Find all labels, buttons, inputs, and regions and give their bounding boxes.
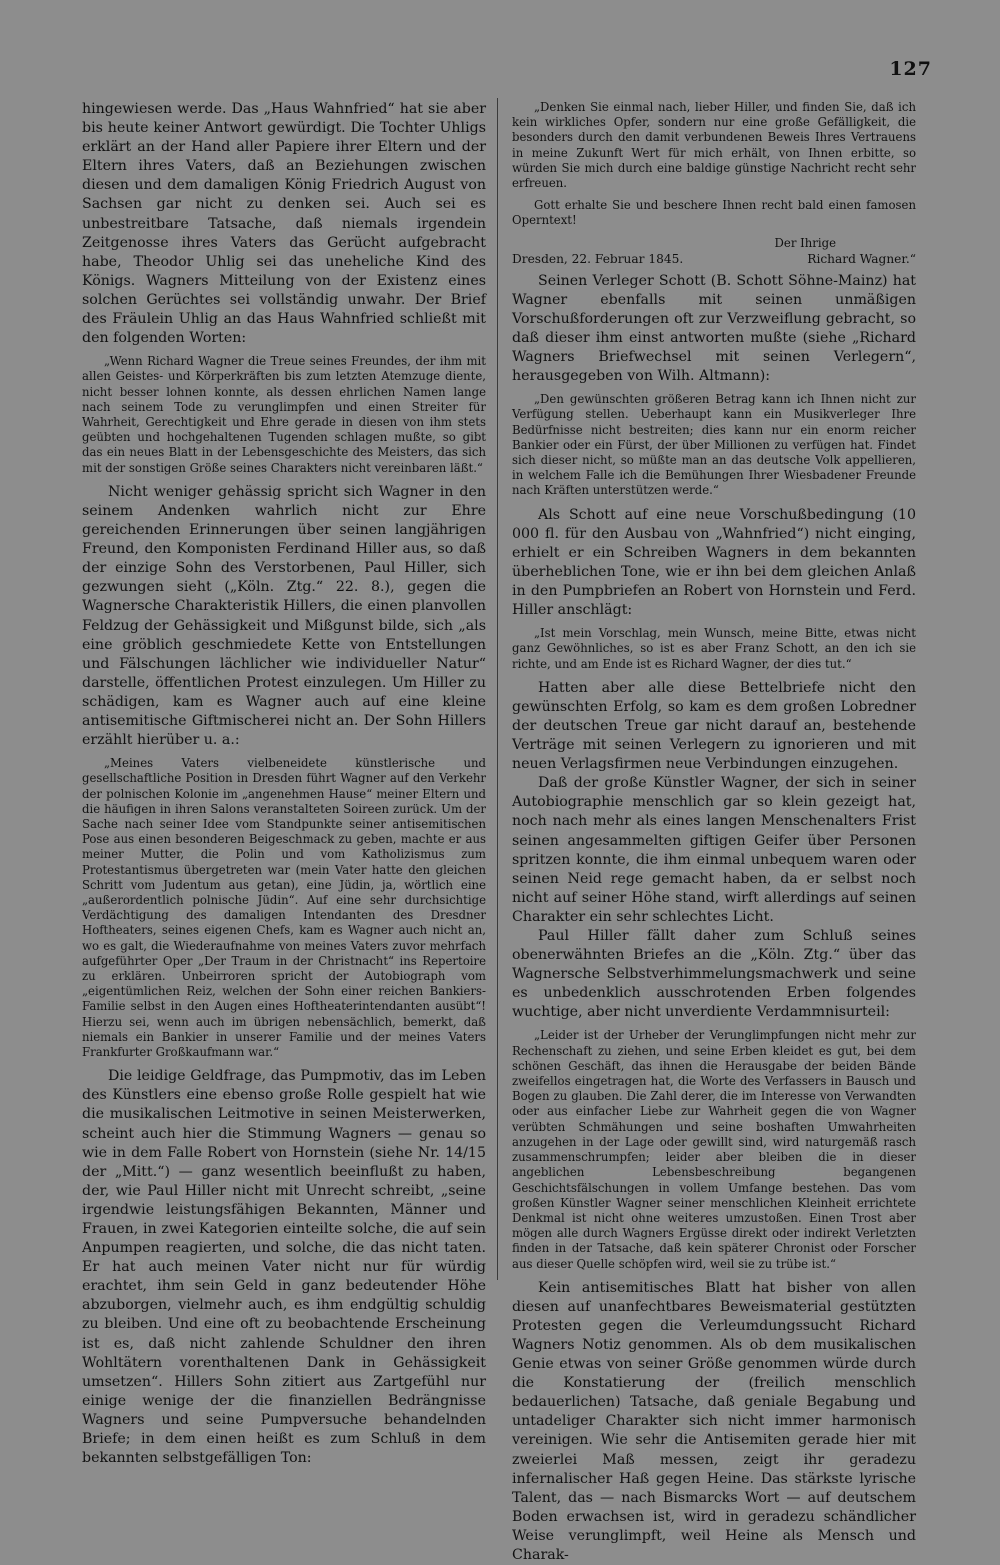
block-quote: Gott erhalte Sie und beschere Ihnen recht bald einen famosen Operntext! bbox=[512, 198, 916, 228]
letter-signature: Der Ihrige bbox=[774, 235, 836, 250]
paragraph: Daß der große Künstler Wagner, der sich in seiner Autobiographie menschlich gar so klein gezeigt hat, noch nach mehr als eines langen Menschenalters Frist seinen angesammelten giftigen Geifer über Personen spritzen konnte, die ihm einmal unbequem waren oder seinen Neid rege gemacht haben, da er selbst noch nicht auf seiner Höhe stand, wirft allerdings auf seinen Charakter ein sehr schlechtes Licht. bbox=[512, 775, 916, 925]
paragraph: Seinen Verleger Schott (B. Schott Söhne-Mainz) hat Wagner ebenfalls mit seinen unmäßigen Vorschußforderungen oft zur Verzweiflung gebracht, so daß dieser ihm einst antworten mußte (siehe „Richard Wagners Briefwechsel mit seinen Verlegern“, herausgegeben von Wilh. Altmann): bbox=[512, 272, 916, 385]
paragraph: Hatten aber alle diese Bettelbriefe nicht den gewünschten Erfolg, so kam es dem großen Lobredner der deutschen Treue gar nicht darauf an, bestehende Verträge mit seinen Verlegern zu ignorieren und mit neuen Verlagsfirmen neue Verbindungen einzugehen. bbox=[512, 679, 916, 773]
block-quote: „Leider ist der Urheber der Verunglimpfungen nicht mehr zur Rechenschaft zu ziehen, und seine Erben kleidet es gut, bei dem schönen Geschäft, das ihnen die Herausgabe der beiden Bände zweifellos eingetragen hat, die Worte des Verfassers in Bausch und Bogen zu glauben. Die Zahl derer, die im Interesse von Verwandten oder aus einfacher Liebe zur Wahrheit gegen die von Wagner verübten Schmähungen und seine boshaften Umwahrheiten anzugehen in der Lage oder gewillt sind, wird naturgemäß rasch zusammenschrumpfen; leider aber bleiben die in dieser angeblichen Lebensbeschreibung begangenen Geschichtsfälschungen in vollem Umfange bestehen. Das vom großen Künstler Wagner seiner menschlichen Kleinheit errichtete Denkmal ist nicht ohne weiteres umzustoßen. Einen Trost aber mögen alle durch Wagners Ergüsse direkt oder indirekt Verletzten finden in der Tatsache, daß kein späterer Chronist oder Forscher aus dieser Quelle schöpfen wird, weil sie zu trübe ist.“ bbox=[512, 1028, 916, 1271]
paragraph: hingewiesen werde. Das „Haus Wahnfried“ hat sie aber bis heute keiner Antwort gewürdigt. Die Tochter Uhligs erklärt an der Hand aller Papiere ihrer Eltern und der Eltern ihres Vaters, daß an Beziehungen zwischen diesen und dem damaligen König Friedrich August von Sachsen gar nicht zu denken sei. Auch sei es unbestreitbare Tatsache, daß niemals irgendein Zeitgenosse ihres Vaters das Gerücht aufgebracht habe, Theodor Uhlig sei das uneheliche Kind des Königs. Wagners Mitteilung von der Existenz eines solchen Gerüchtes sei vollständig unwahr. Der Brief des Fräulein Uhlig an das Haus Wahnfried schließt mit den folgenden Worten: bbox=[82, 101, 486, 347]
block-quote: „Ist mein Vorschlag, mein Wunsch, meine Bitte, etwas nicht ganz Gewöhnliches, so ist es aber Franz Schott, an den ich sie richte, und am Ende ist es Richard Wagner, der dies tut.“ bbox=[512, 626, 916, 671]
block-quote: „Wenn Richard Wagner die Treue seines Freundes, der ihm mit allen Geistes- und Körperkräften bis zum letzten Atemzuge diente, nicht besser lohnen konnte, als dessen ehrlichen Namen lange nach seinem Tode zu verunglimpfen und einen Streiter für Wahrheit, Gerechtigkeit und Ehre gerade in diesen von ihm stets geübten und hochgehaltenen Tugenden schlagen mußte, so gibt das ein neues Blatt in der Lebensgeschichte des Meisters, das sich mit der sonstigen Größe seines Charakters nicht vereinbaren läßt.“ bbox=[82, 354, 486, 475]
column-divider bbox=[497, 98, 498, 1280]
dateline-place: Dresden, 22. Februar 1845. bbox=[512, 251, 684, 266]
block-quote: „Den gewünschten größeren Betrag kann ich Ihnen nicht zur Verfügung stellen. Ueberhaupt kann ein Musikverleger Ihre Bedürfnisse nicht bestreiten; dies kann nur ein enorm reicher Bankier oder ein Fürst, der über Millionen zu verfügen hat. Findet sich dieser nicht, so müßte man an das deutsche Volk appellieren, in welchem Falle ich die Bemühungen Ihrer Wiesbadener Freunde nach Kräften unterstützen werde.“ bbox=[512, 392, 916, 498]
paragraph: Nicht weniger gehässig spricht sich Wagner in den seinem Andenken wahrlich nicht zur Ehre gereichenden Erinnerungen über seinen langjährigen Freund, den Komponisten Ferdinand Hiller aus, so daß der einzige Sohn des Verstorbenen, Paul Hiller, sich gezwungen sieht („Köln. Ztg.“ 22. 8.), gegen die Wagnersche Charakteristik Hillers, die einen planvollen Feldzug der Gehässigkeit und Mißgunst bilde, sich „als eine gröblich geschmiedete Kette von Entstellungen und Fälschungen lächlicher wie individueller Natur“ darstelle, öffentlichen Protest einzulegen. Um Hiller zu schädigen, kam es Wagner auch auf eine kleine antisemitische Giftmischerei nicht an. Der Sohn Hillers erzählt hierüber u. a.: bbox=[82, 483, 486, 749]
right-column bbox=[512, 100, 916, 1565]
block-quote: „Meines Vaters vielbeneidete künstlerische und gesellschaftliche Position in Dresden führt Wagner auf den Verkehr der polnischen Kolonie im „angenehmen Hause“ meiner Eltern und die häufigen in ihren Salons veranstalteten Soireen zurück. Um der Sache nach seiner Idee vom Standpunkte seiner antisemitischen Pose aus einen besonderen Beigeschmack zu geben, machte er aus meiner Mutter, die Polin und vom Katholizismus zum Protestantismus übergetreten war (mein Vater hatte den gleichen Schritt vom Judentum aus getan), eine Jüdin, ja, wörtlich eine „außerordentlich polnische Jüdin“. Auf eine sehr durchsichtige Verdächtigung des damaligen Intendanten des Dresdner Hoftheaters, seines eigenen Chefs, kam es Wagner auch nicht an, wo es galt, die Wiederaufnahme von meines Vaters zuvor mehrfach aufgeführter Oper „Der Traum in der Christnacht“ ins Repertoire zu erklären. Unbeirroren spricht der Autobiograph vom „eigentümlichen Reiz, welchen der Sohn einer reichen Bankiers-Familie selbst in den Augen eines Hoftheaterintendanten ausübt“! Hierzu sei, wenn auch im übrigen nebensächlich, bemerkt, daß niemals ein Bankier in unserer Familie und der meines Vaters Frankfurter Großkaufmann war.“ bbox=[82, 756, 486, 1060]
paragraph: Als Schott auf eine neue Vorschußbedingung (10 000 fl. für den Ausbau von „Wahnfried“) nicht einging, erhielt er ein Schreiben Wagners in dem bekannten überheblichen Tone, wie er ihn bei dem gleichen Anlaß in den Pumpbriefen an Robert von Hornstein und Ferd. Hiller anschlägt: bbox=[512, 506, 916, 619]
letter-dateline bbox=[512, 251, 916, 268]
paragraph: Kein antisemitisches Blatt hat bisher von allen diesen auf unanfechtbares Beweismaterial gestützten Protesten gegen die Verleumdungssucht Richard Wagners Notiz genommen. Als ob dem musikalischen Genie etwas von seiner Größe genommen würde durch die Konstatierung der (freilich menschlich bedauerlichen) Tatsache, daß geniale Begabung und untadeliger Charakter sich nicht immer harmonisch vereinigen. Wie sehr die Antisemiten gerade hier mit zweierlei Maß messen, zeigt ihr geradezu infernalischer Haß gegen Heine. Das stärkste lyrische Talent, das — nach Bismarcks Wort — auf deutschem Boden erwachsen ist, wird in geradezu schändlicher Weise verunglimpft, weil Heine als Mensch und Charak- bbox=[512, 1279, 916, 1564]
block-quote: „Denken Sie einmal nach, lieber Hiller, und finden Sie, daß ich kein wirkliches Opfer, sondern nur eine große Gefälligkeit, die besonders durch den damit verbundenen Beweis Ihres Vertrauens in meine Zukunft Wert für mich erhält, von Ihnen erbitte, so würden Sie mich durch eine baldige günstige Nachricht recht sehr erfreuen. bbox=[512, 100, 916, 191]
left-column bbox=[82, 100, 486, 1468]
page-number: 127 bbox=[889, 58, 932, 80]
paragraph: Paul Hiller fällt daher zum Schluß seines obenerwähnten Briefes an die „Köln. Ztg.“ über das Wagnersche Selbstverhimmelungsmachwerk und seine es unbedenklich ausschrotenden Erben folgendes wuchtige, aber nicht unverdiente Verdammnisurteil: bbox=[512, 928, 916, 1021]
paragraph: Die leidige Geldfrage, das Pumpmotiv, das im Leben des Künstlers eine ebenso große Rolle gespielt hat wie die musikalischen Leitmotive in seinen Meisterwerken, scheint auch hier die Stimmung Wagners — genau so wie in dem Falle Robert von Hornstein (siehe Nr. 14/15 der „Mitt.“) — ganz wesentlich beeinflußt zu haben, der, wie Paul Hiller nicht mit Unrecht schreibt, „seine irgendwie leistungsfähigen Bekannten, Männer und Frauen, in zwei Kategorien einteilte solche, die auf sein Anpumpen reagierten, und solche, die das nicht taten. Er hat auch meinen Vater nicht nur für würdig erachtet, ihm sein Geld in ganz bedeutender Höhe abzuborgen, vielmehr auch, es ihm endgültig schuldig zu bleiben. Und eine oft zu beobachtende Erscheinung ist es, daß nicht zahlende Schuldner den ihren Wohltätern vorenthaltenen Dank in Gehässigkeit umsetzen“. Hillers Sohn zitiert aus Zartgefühl nur einige wenige der die finanziellen Bedrängnisse Wagners und seine Pumpversuche behandelnden Briefe; in dem einen heißt es zum Schluß in dem bekannten selbstgefälligen Ton: bbox=[82, 1068, 486, 1467]
dateline-name: Richard Wagner.“ bbox=[807, 251, 916, 266]
